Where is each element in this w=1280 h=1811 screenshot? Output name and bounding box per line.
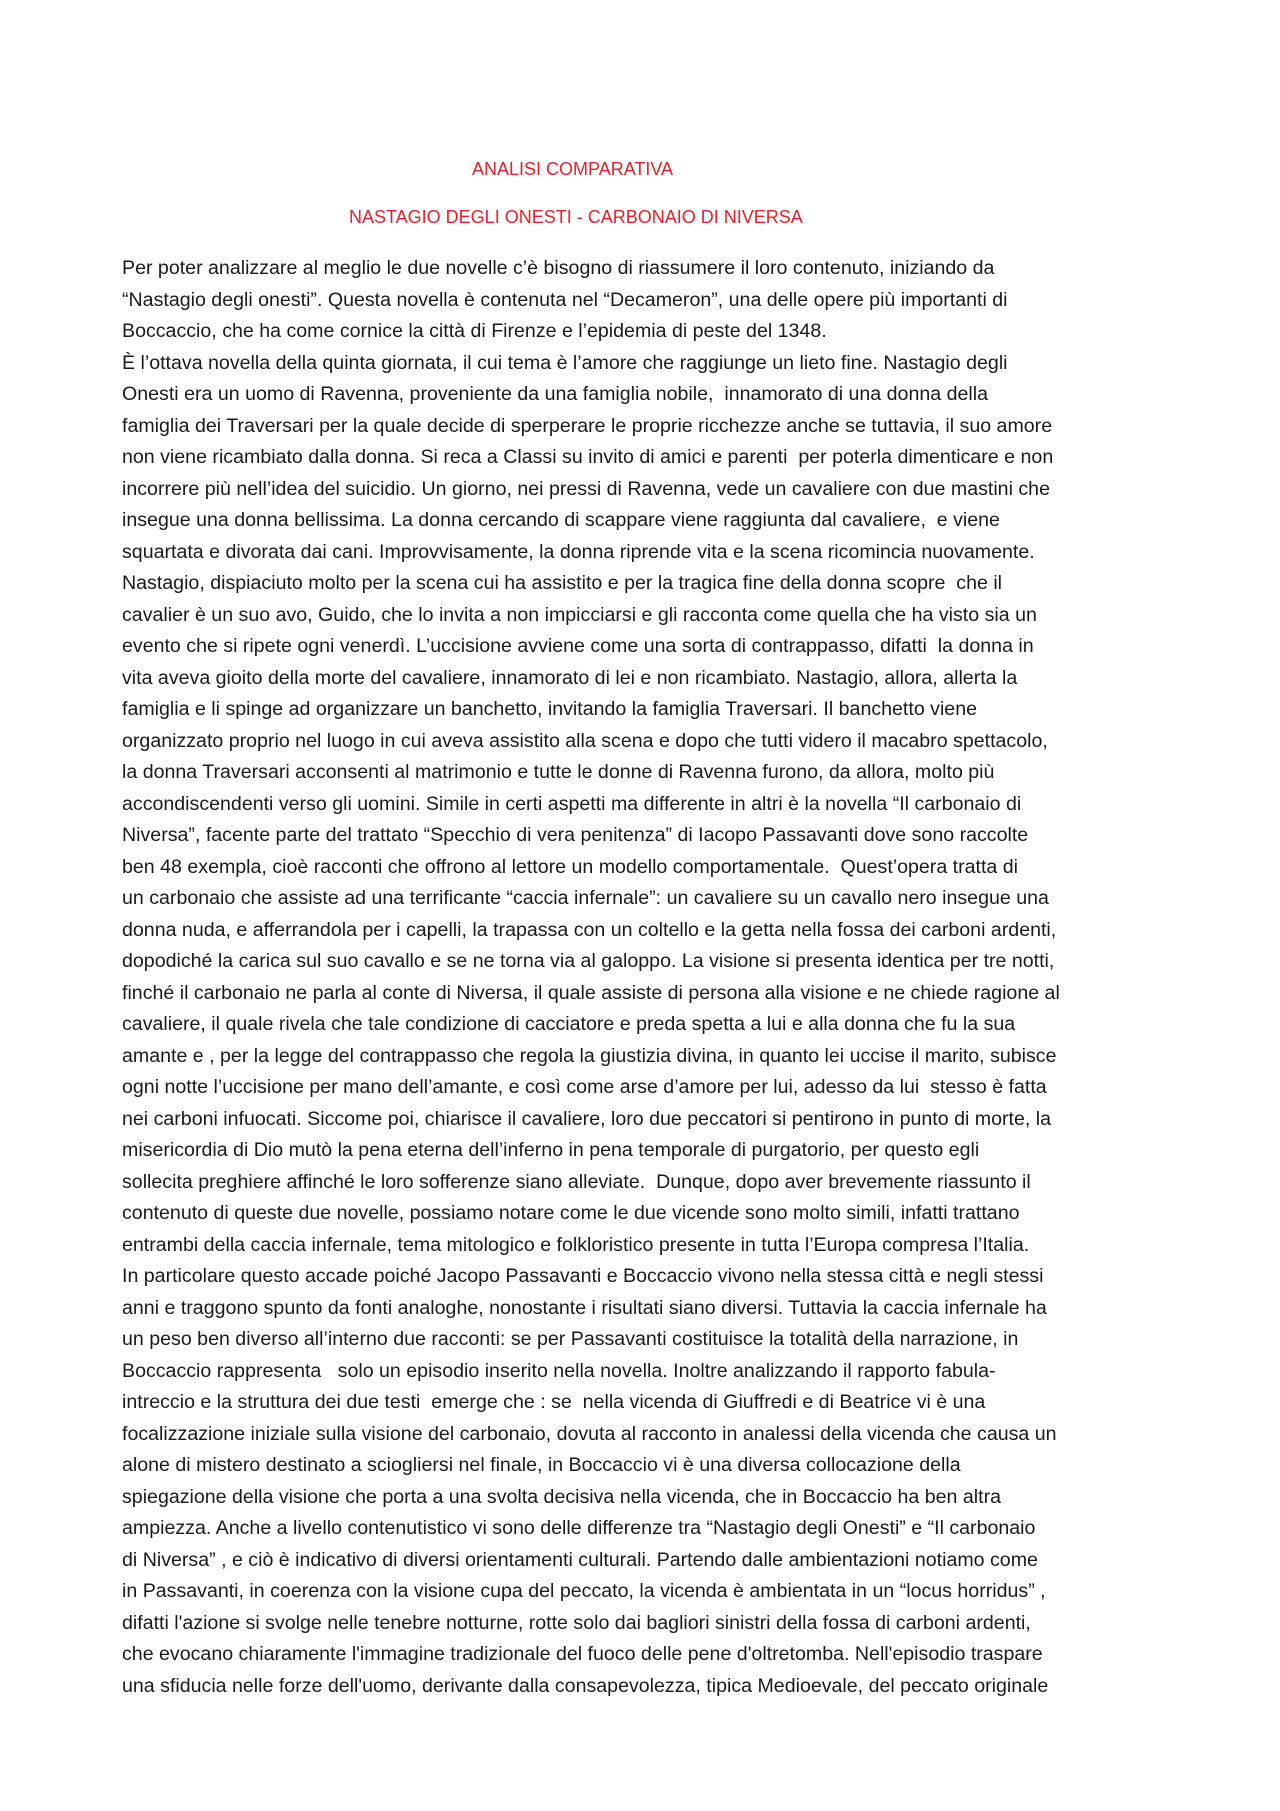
text-line: che evocano chiaramente l'immagine tradizionale del fuoco delle pene d'oltretomba. Nell'episodio traspare xyxy=(122,1643,1043,1665)
text-line: famiglia dei Traversari per la quale decide di sperperare le proprie ricchezze anche se tuttavia, il suo amore xyxy=(122,414,1053,437)
document-title: ANALISI COMPARATIVA xyxy=(472,159,674,179)
text-line: non viene ricambiato dalla donna. Si reca a Classi su invito di amici e parenti per poterla dimenticare e non xyxy=(122,446,1054,468)
text-line: insegue una donna bellissima. La donna cercando di scappare viene raggiunta dal cavaliere, e viene xyxy=(122,509,1000,531)
text-line: donna nuda, e afferrandola per i capelli, la trapassa con un coltello e la getta nella fossa dei carboni ardenti, xyxy=(122,918,1057,941)
text-line: amante e , per la legge del contrappasso che regola la giustizia divina, in quanto lei uccise il marito, subisce xyxy=(122,1044,1057,1067)
text-line: In particolare questo accade poiché Jacopo Passavanti e Boccaccio vivono nella stessa città e negli stessi xyxy=(122,1265,1044,1287)
text-line: famiglia e li spinge ad organizzare un banchetto, invitando la famiglia Traversari. Il banchetto viene xyxy=(122,698,977,720)
text-line: nei carboni infuocati. Siccome poi, chiarisce il cavaliere, loro due peccatori si pentirono in punto di morte, la xyxy=(122,1107,1052,1130)
text-line: accondiscendenti verso gli uomini. Simile in certi aspetti ma differente in altri è la novella “Il carbonaio di xyxy=(122,792,1022,815)
text-line: anni e traggono spunto da fonti analoghe, nonostante i risultati siano diversi. Tuttavia la caccia infernale ha xyxy=(122,1296,1047,1319)
text-line: entrambi della caccia infernale, tema mitologico e folkloristico presente in tutta l’Europa compresa l’Italia. xyxy=(122,1233,1030,1256)
text-line: focalizzazione iniziale sulla visione del carbonaio, dovuta al racconto in analessi della vicenda che causa un xyxy=(122,1422,1057,1445)
text-line: squartata e divorata dai cani. Improvvisamente, la donna riprende vita e la scena ricomincia nuovamente. xyxy=(122,540,1035,563)
text-line: sollecita preghiere affinché le loro sofferenze siano alleviate. Dunque, dopo aver brevemente riassunto il xyxy=(122,1170,1031,1193)
text-line: contenuto di queste due novelle, possiamo notare come le due vicende sono molto simili, infatti trattano xyxy=(122,1202,1020,1224)
text-line: Boccaccio rappresenta solo un episodio inserito nella novella. Inoltre analizzando il rapporto fabula- xyxy=(122,1359,996,1382)
text-line: ben 48 exempla, cioè racconti che offrono al lettore un modello comportamentale. Quest’opera tratta di xyxy=(122,855,1019,878)
text-line: Boccaccio, che ha come cornice la città di Firenze e l’epidemia di peste del 1348. xyxy=(122,320,827,342)
text-line: dopodiché la carica sul suo cavallo e se ne torna via al galoppo. La visione si presenta identica per tre notti, xyxy=(122,950,1055,972)
text-line: È l’ottava novella della quinta giornata, il cui tema è l’amore che raggiunge un lieto fine. Nastagio degli xyxy=(122,351,1008,374)
document-subtitle: NASTAGIO DEGLI ONESTI - CARBONAIO DI NIVERSA xyxy=(349,207,803,227)
text-line: difatti l'azione si svolge nelle tenebre notturne, rotte solo dai bagliori sinistri della fossa di carboni ardenti, xyxy=(122,1611,1031,1634)
text-line: intreccio e la struttura dei due testi emerge che : se nella vicenda di Giuffredi e di Beatrice vi è una xyxy=(122,1391,986,1413)
text-line: Nastagio, dispiaciuto molto per la scena cui ha assistito e per la tragica fine della donna scopre che il xyxy=(122,572,1003,594)
text-line: evento che si ripete ogni venerdì. L’uccisione avviene come una sorta di contrappasso, difatti la donna in xyxy=(122,635,1034,657)
text-line: Per poter analizzare al meglio le due novelle c’è bisogno di riassumere il loro contenuto, iniziando da xyxy=(122,257,995,279)
text-line: in Passavanti, in coerenza con la visione cupa del peccato, la vicenda è ambientata in un “locus horridus” , xyxy=(122,1580,1046,1602)
text-line: vita aveva gioito della morte del cavaliere, innamorato di lei e non ricambiato. Nastagio, allora, allerta la xyxy=(122,666,1018,689)
text-line: finché il carbonaio ne parla al conte di Niversa, il quale assiste di persona alla visione e ne chiede ragione al xyxy=(122,981,1060,1004)
text-line: Onesti era un uomo di Ravenna, proveniente da una famiglia nobile, innamorato di una donna della xyxy=(122,383,988,405)
text-line: spiegazione della visione che porta a una svolta decisiva nella vicenda, che in Boccaccio ha ben altra xyxy=(122,1485,1002,1508)
text-line: organizzato proprio nel luogo in cui aveva assistito alla scena e dopo che tutti videro il macabro spettacolo, xyxy=(122,729,1048,752)
body-paragraph xyxy=(122,253,1172,1702)
text-line: ogni notte l’uccisione per mano dell’amante, e così come arse d’amore per lui, adesso da lui stesso è fatta xyxy=(122,1076,1047,1098)
text-line: un peso ben diverso all’interno due racconti: se per Passavanti costituisce la totalità della narrazione, in xyxy=(122,1328,1019,1350)
text-line: cavalier è un suo avo, Guido, che lo invita a non impicciarsi e gli racconta come quella che ha visto sia un xyxy=(122,603,1037,626)
text-line: un carbonaio che assiste ad una terrificante “caccia infernale”: un cavaliere su un cavallo nero insegue una xyxy=(122,887,1049,909)
text-line: di Niversa” , e ciò è indicativo di diversi orientamenti culturali. Partendo dalle ambientazioni notiamo come xyxy=(122,1548,1038,1571)
text-line: “Nastagio degli onesti”. Questa novella è contenuta nel “Decameron”, una delle opere più importanti di xyxy=(122,288,1008,311)
text-line: la donna Traversari acconsenti al matrimonio e tutte le donne di Ravenna furono, da allora, molto più xyxy=(122,761,995,783)
text-line: cavaliere, il quale rivela che tale condizione di cacciatore e preda spetta a lui e alla donna che fu la sua xyxy=(122,1013,1016,1035)
text-line: Niversa”, facente parte del trattato “Specchio di vera penitenza” di Iacopo Passavanti dove sono raccolte xyxy=(122,824,1029,846)
text-line: ampiezza. Anche a livello contenutistico vi sono delle differenze tra “Nastagio degli Onesti” e “Il carbonaio xyxy=(122,1517,1036,1539)
text-line: una sfiducia nelle forze dell'uomo, derivante dalla consapevolezza, tipica Medioevale, del peccato originale xyxy=(122,1674,1049,1697)
text-line: incorrere più nell’idea del suicidio. Un giorno, nei pressi di Ravenna, vede un cavaliere con due mastini che xyxy=(122,477,1050,500)
text-line: alone di mistero destinato a sciogliersi nel finale, in Boccaccio vi è una diversa collocazione della xyxy=(122,1454,961,1476)
text-line: misericordia di Dio mutò la pena eterna dell’inferno in pena temporale di purgatorio, per questo egli xyxy=(122,1139,980,1161)
